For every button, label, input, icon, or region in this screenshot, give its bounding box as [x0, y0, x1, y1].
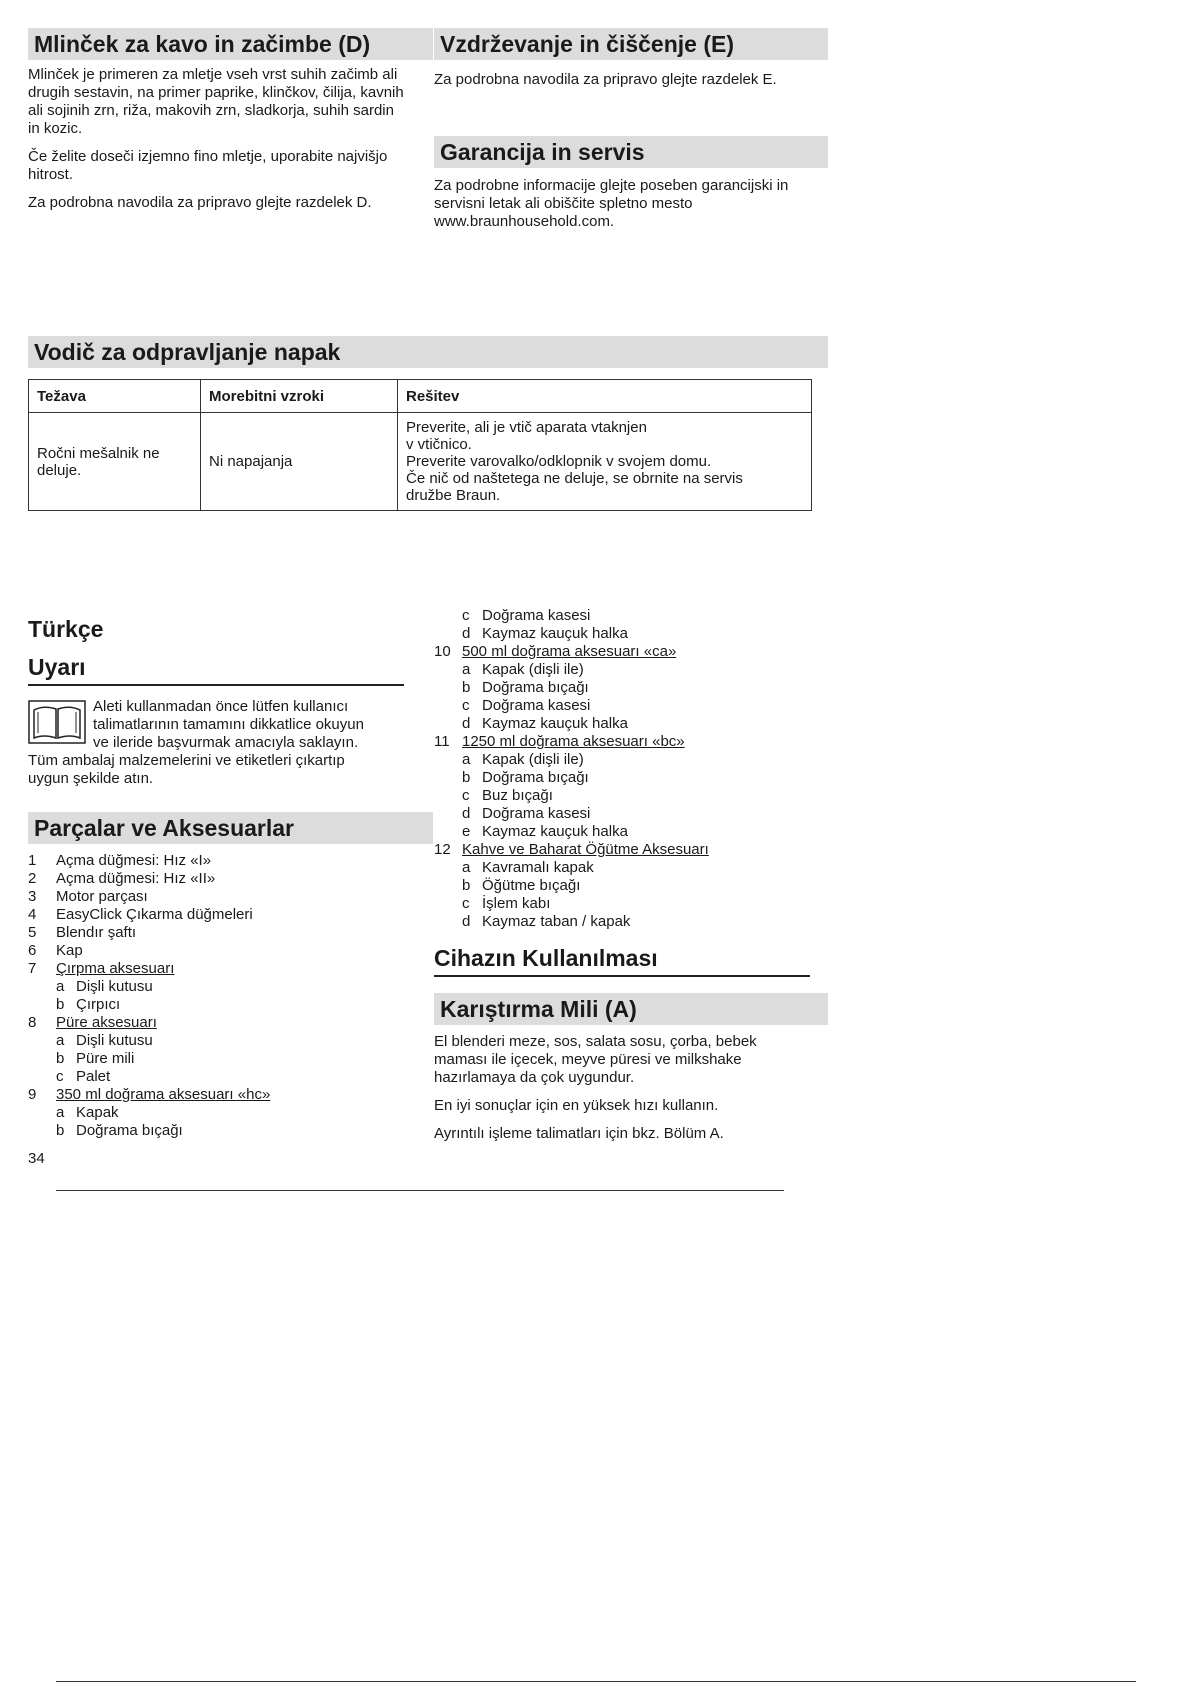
table-header: Težava: [29, 380, 201, 413]
parts-subitem: [434, 751, 824, 769]
parts-subitem-letter: c: [462, 895, 470, 912]
parts-subitem-label: Kaymaz taban / kapak: [482, 913, 631, 930]
parts-list: [28, 852, 418, 1140]
solution-line: v vtičnico.: [406, 436, 472, 453]
parts-subitem: [434, 769, 824, 787]
parts-subitem: [28, 1050, 418, 1068]
troubleshooting-table: [28, 379, 812, 511]
warning-line: talimatlarının tamamını dikkatlice okuyun: [93, 716, 364, 733]
parts-subitem-label: Kaymaz kauçuk halka: [482, 823, 628, 840]
parts-item-label: Kahve ve Baharat Öğütme Aksesuarı: [462, 841, 709, 858]
parts-item-number: 12: [434, 841, 451, 858]
parts-subitem-label: Dişli kutusu: [76, 1032, 153, 1049]
parts-list-continued: [434, 607, 824, 931]
parts-subitem: [28, 1068, 418, 1086]
parts-subitem-label: Öğütme bıçağı: [482, 877, 581, 894]
parts-subitem-letter: a: [56, 1104, 65, 1121]
grinder-paragraph: Mlinček je primeren za mletje vseh vrst suhih začimb ali drugih sestavin, na primer paprike, klinčkov, čilija, kavnih ali sojinih zrn, riža, makovih zrn, sladkorja, suhih sardin in kozic.: [28, 66, 404, 137]
parts-item-number: 11: [434, 733, 450, 750]
parts-item: [434, 841, 824, 859]
parts-subitem: [434, 679, 824, 697]
parts-subitem-label: Kaymaz kauçuk halka: [482, 715, 628, 732]
parts-subitem: [434, 625, 824, 643]
section-heading-grinder: Mlinček za kavo in začimbe (D): [28, 28, 433, 60]
parts-subitem-label: Palet: [76, 1068, 111, 1085]
parts-subitem-label: Çırpıcı: [76, 996, 121, 1013]
parts-item-label: Blendır şaftı: [56, 924, 137, 941]
warning-text-indented: [93, 698, 413, 752]
parts-subitem: [28, 1104, 418, 1122]
warning-line: uygun şekilde atın.: [28, 770, 154, 787]
table-header-row: [29, 380, 812, 413]
parts-subitem-letter: a: [462, 661, 471, 678]
parts-subitem-letter: c: [462, 787, 470, 804]
parts-item-label: 1250 ml doğrama aksesuarı «bc»: [462, 733, 685, 750]
cause-cell: Ni napajanja: [201, 413, 398, 511]
solution-cell: [398, 413, 812, 511]
parts-subitem-letter: e: [462, 823, 471, 840]
parts-item-label: Çırpma aksesuarı: [56, 960, 175, 977]
parts-subitem-letter: b: [56, 1050, 65, 1067]
parts-item-number: 7: [28, 960, 37, 977]
parts-item-label: Açma düğmesi: Hız «II»: [56, 870, 216, 887]
section-heading-warranty: Garancija in servis: [434, 136, 828, 168]
solution-line: Če nič od naštetega ne deluje, se obrnite na servis: [406, 470, 743, 487]
grinder-text: [28, 66, 408, 222]
parts-subitem-label: Buz bıçağı: [482, 787, 553, 804]
parts-subitem: [434, 859, 824, 877]
parts-item: [28, 960, 418, 978]
parts-subitem-label: Doğrama bıçağı: [482, 769, 589, 786]
parts-subitem-label: Doğrama kasesi: [482, 607, 591, 624]
parts-item-label: Açma düğmesi: Hız «I»: [56, 852, 212, 869]
blender-paragraph: En iyi sonuçlar için en yüksek hızı kullanın.: [434, 1097, 719, 1114]
open-book-icon: [28, 700, 86, 744]
section-heading-parts: Parçalar ve Aksesuarlar: [28, 812, 433, 844]
parts-item-number: 6: [28, 942, 37, 959]
parts-subitem-label: Dişli kutusu: [76, 978, 153, 995]
parts-subitem-letter: b: [56, 1122, 65, 1139]
parts-subitem: [434, 697, 824, 715]
section-heading-maintenance: Vzdrževanje in čiščenje (E): [434, 28, 828, 60]
parts-item-label: Kap: [56, 942, 83, 959]
parts-subitem: [434, 805, 824, 823]
parts-subitem-label: Kavramalı kapak: [482, 859, 594, 876]
warning-line: Tüm ambalaj malzemelerini ve etiketleri çıkartıp: [28, 752, 345, 769]
parts-item: [28, 870, 418, 888]
parts-subitem: [434, 913, 824, 931]
warranty-text: Za podrobne informacije glejte poseben garancijski in servisni letak ali obiščite spletno mesto www.braunhousehold.com.: [434, 177, 789, 230]
parts-subitem-label: İşlem kabı: [482, 895, 551, 912]
parts-subitem-label: Doğrama kasesi: [482, 805, 591, 822]
parts-subitem-letter: d: [462, 715, 471, 732]
parts-item-number: 9: [28, 1086, 37, 1103]
parts-item: [28, 924, 418, 942]
parts-subitem: [28, 1032, 418, 1050]
parts-subitem: [28, 996, 418, 1014]
parts-item: [28, 852, 418, 870]
parts-subitem-label: Kapak (dişli ile): [482, 661, 584, 678]
table-row: [29, 413, 812, 511]
parts-subitem-letter: b: [462, 769, 471, 786]
parts-item-label: 350 ml doğrama aksesuarı «hc»: [56, 1086, 271, 1103]
solution-line: družbe Braun.: [406, 487, 501, 504]
parts-item-number: 1: [28, 852, 37, 869]
parts-item: [434, 643, 824, 661]
warning-line: Aleti kullanmadan önce lütfen kullanıcı: [93, 698, 349, 715]
warning-line: ve ileride başvurmak amacıyla saklayın.: [93, 734, 359, 751]
parts-subitem-letter: a: [462, 859, 471, 876]
problem-cell: Ročni mešalnik ne deluje.: [29, 413, 201, 511]
section-heading-blender: Karıştırma Mili (A): [434, 993, 828, 1025]
parts-subitem: [28, 978, 418, 996]
divider: [56, 1190, 784, 1191]
parts-subitem-letter: b: [462, 679, 471, 696]
parts-subitem: [434, 787, 824, 805]
parts-subitem-label: Kapak (dişli ile): [482, 751, 584, 768]
parts-item: [28, 1014, 418, 1032]
parts-subitem-letter: a: [56, 978, 65, 995]
language-heading: Türkçe: [28, 616, 104, 642]
parts-subitem-letter: a: [462, 751, 471, 768]
parts-item-label: Püre aksesuarı: [56, 1014, 157, 1031]
parts-item-label: 500 ml doğrama aksesuarı «ca»: [462, 643, 677, 660]
blender-paragraph: El blenderi meze, sos, salata sosu, çorba, bebek maması ile içecek, meyve püresi ve milkshake hazırlamaya da çok uygundur.: [434, 1033, 757, 1086]
table-header: Rešitev: [398, 380, 812, 413]
solution-line: Preverite varovalko/odklopnik v svojem domu.: [406, 453, 712, 470]
parts-subitem-label: Kaymaz kauçuk halka: [482, 625, 628, 642]
parts-subitem: [434, 823, 824, 841]
parts-item-number: 2: [28, 870, 37, 887]
parts-item-number: 4: [28, 906, 37, 923]
parts-item-label: EasyClick Çıkarma düğmeleri: [56, 906, 253, 923]
parts-subitem: [434, 877, 824, 895]
parts-item-number: 5: [28, 924, 37, 941]
parts-subitem-letter: d: [462, 913, 471, 930]
section-heading-troubleshooting: Vodič za odpravljanje napak: [28, 336, 828, 368]
divider: [56, 1681, 1136, 1682]
parts-subitem-label: Kapak: [76, 1104, 119, 1121]
parts-subitem-letter: c: [462, 607, 470, 624]
parts-subitem-label: Doğrama kasesi: [482, 697, 591, 714]
parts-subitem-label: Doğrama bıçağı: [482, 679, 589, 696]
parts-subitem-letter: c: [56, 1068, 64, 1085]
parts-subitem: [434, 895, 824, 913]
parts-subitem: [434, 715, 824, 733]
parts-item-number: 3: [28, 888, 37, 905]
parts-item: [28, 906, 418, 924]
parts-subitem-letter: d: [462, 805, 471, 822]
section-heading-warning: Uyarı: [28, 654, 404, 686]
solution-line: Preverite, ali je vtič aparata vtaknjen: [406, 419, 647, 436]
maintenance-text: Za podrobna navodila za pripravo glejte razdelek E.: [434, 71, 777, 88]
parts-subitem-label: Doğrama bıçağı: [76, 1122, 183, 1139]
warning-text-full: [28, 752, 418, 788]
parts-subitem-letter: b: [462, 877, 471, 894]
parts-item-label: Motor parçası: [56, 888, 148, 905]
grinder-paragraph: Če želite doseči izjemno fino mletje, uporabite najvišjo hitrost.: [28, 148, 388, 183]
parts-subitem-letter: d: [462, 625, 471, 642]
table-header: Morebitni vzroki: [201, 380, 398, 413]
parts-subitem: [434, 661, 824, 679]
parts-item: [28, 1086, 418, 1104]
section-heading-usage: Cihazın Kullanılması: [434, 945, 810, 977]
parts-subitem-letter: a: [56, 1032, 65, 1049]
parts-subitem-letter: c: [462, 697, 470, 714]
page-number: 34: [28, 1150, 45, 1167]
parts-subitem-letter: b: [56, 996, 65, 1013]
parts-item: [28, 942, 418, 960]
parts-item-number: 10: [434, 643, 451, 660]
grinder-paragraph: Za podrobna navodila za pripravo glejte razdelek D.: [28, 194, 372, 211]
parts-item: [28, 888, 418, 906]
parts-subitem-label: Püre mili: [76, 1050, 135, 1067]
parts-item-number: 8: [28, 1014, 37, 1031]
blender-text: [434, 1033, 814, 1153]
parts-subitem: [28, 1122, 418, 1140]
parts-subitem: [434, 607, 824, 625]
blender-paragraph: Ayrıntılı işleme talimatları için bkz. Bölüm A.: [434, 1125, 724, 1142]
parts-item: [434, 733, 824, 751]
